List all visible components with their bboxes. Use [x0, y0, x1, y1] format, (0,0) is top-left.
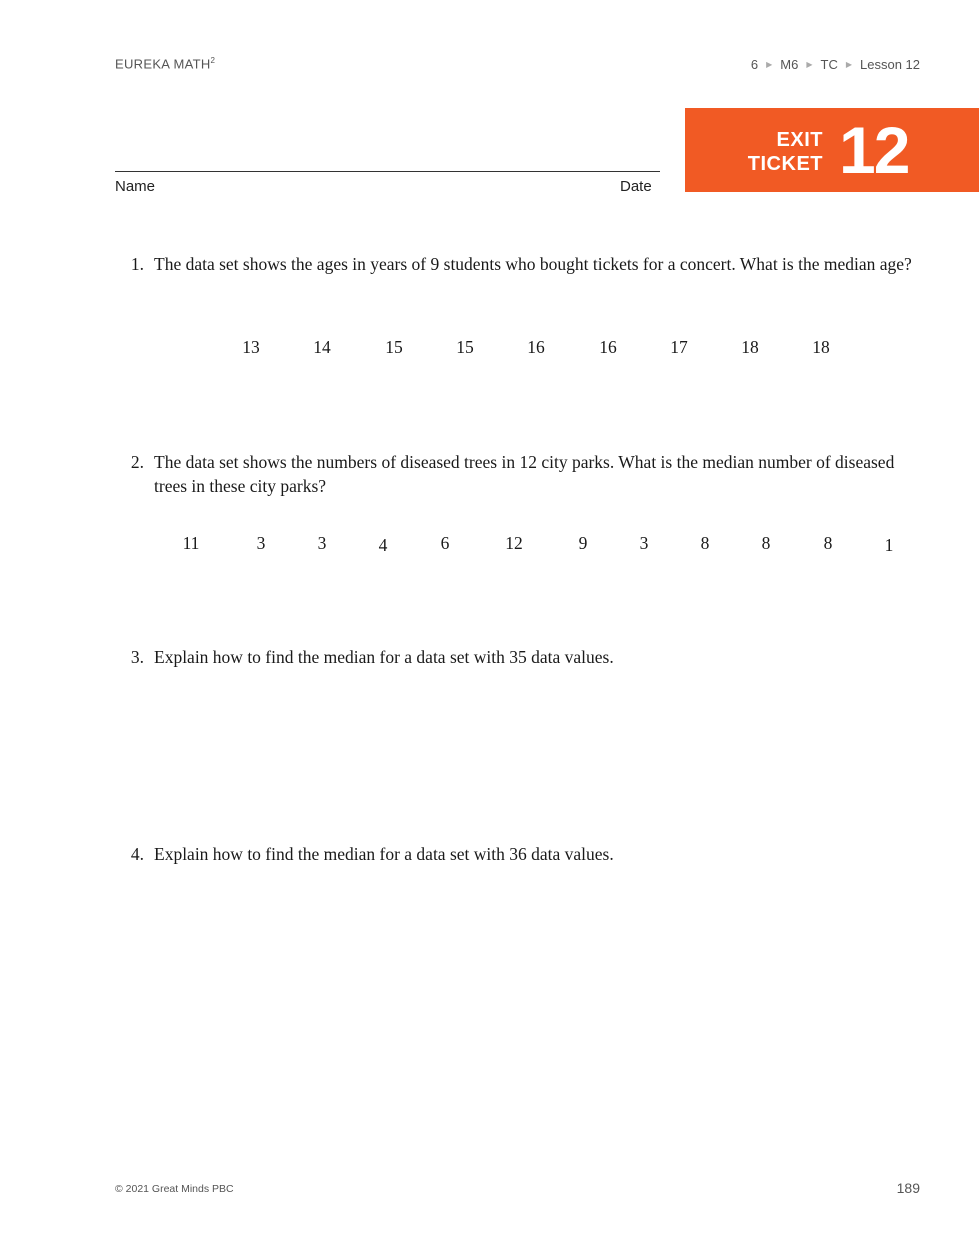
- question-text: Explain how to find the median for a data set with 35 data values.: [154, 647, 614, 667]
- data-value: 6: [440, 533, 450, 553]
- breadcrumb: [751, 57, 920, 72]
- data-value: 18: [812, 337, 830, 357]
- name-label: Name: [115, 178, 156, 195]
- question-1: [122, 252, 917, 276]
- question-3: [122, 645, 917, 669]
- data-value: 16: [599, 337, 617, 357]
- data-value: 11: [182, 533, 200, 553]
- question-2: [122, 450, 917, 498]
- data-value: 4: [378, 535, 388, 555]
- data-value: 17: [670, 337, 688, 357]
- data-value: 1: [884, 535, 894, 555]
- question-text: The data set shows the ages in years of 9 students who bought tickets for a concert. What is the median age?: [154, 254, 912, 274]
- question-text: Explain how to find the median for a data set with 36 data values.: [154, 844, 614, 864]
- data-value: 9: [578, 533, 588, 553]
- brand-name: EUREKA MATH: [115, 56, 211, 72]
- data-value: 14: [313, 337, 331, 357]
- data-value: 16: [527, 337, 545, 357]
- copyright: © 2021 Great Minds PBC: [115, 1183, 234, 1195]
- data-value: 8: [823, 533, 833, 553]
- exit-ticket-line1: EXIT: [776, 129, 823, 151]
- name-date-line[interactable]: [115, 171, 660, 172]
- breadcrumb-topic: TC: [820, 57, 838, 72]
- exit-ticket-number: 12: [839, 113, 909, 187]
- breadcrumb-grade: 6: [750, 57, 759, 72]
- breadcrumb-separator-icon: ▶: [806, 60, 813, 69]
- data-value: 13: [242, 337, 260, 357]
- brand-superscript: 2: [210, 56, 216, 65]
- data-value: 12: [505, 533, 523, 553]
- question-4: [122, 842, 917, 866]
- breadcrumb-separator-icon: ▶: [766, 60, 773, 69]
- breadcrumb-module: M6: [780, 57, 799, 72]
- data-value: 15: [456, 337, 474, 357]
- breadcrumb-separator-icon: ▶: [845, 60, 852, 69]
- page-number: 189: [896, 1180, 920, 1196]
- data-value: 18: [741, 337, 759, 357]
- brand-logo: [115, 56, 215, 71]
- question-number: 4.: [130, 844, 144, 864]
- data-value: 15: [385, 337, 403, 357]
- data-value: 3: [639, 533, 649, 553]
- question-number: 2.: [130, 452, 144, 472]
- data-value: 8: [761, 533, 771, 553]
- date-label: Date: [620, 178, 652, 195]
- question-number: 3.: [130, 647, 144, 667]
- data-value: 3: [317, 533, 327, 553]
- data-value: 3: [256, 533, 266, 553]
- exit-ticket-line2: TICKET: [747, 153, 823, 175]
- exit-ticket-banner: [685, 108, 979, 192]
- data-value: 8: [700, 533, 710, 553]
- question-number: 1.: [130, 254, 144, 274]
- question-text: The data set shows the numbers of diseased trees in 12 city parks. What is the median number of diseased trees in these city parks?: [154, 452, 895, 496]
- breadcrumb-lesson: Lesson 12: [860, 57, 920, 72]
- exit-ticket-label: [737, 128, 823, 176]
